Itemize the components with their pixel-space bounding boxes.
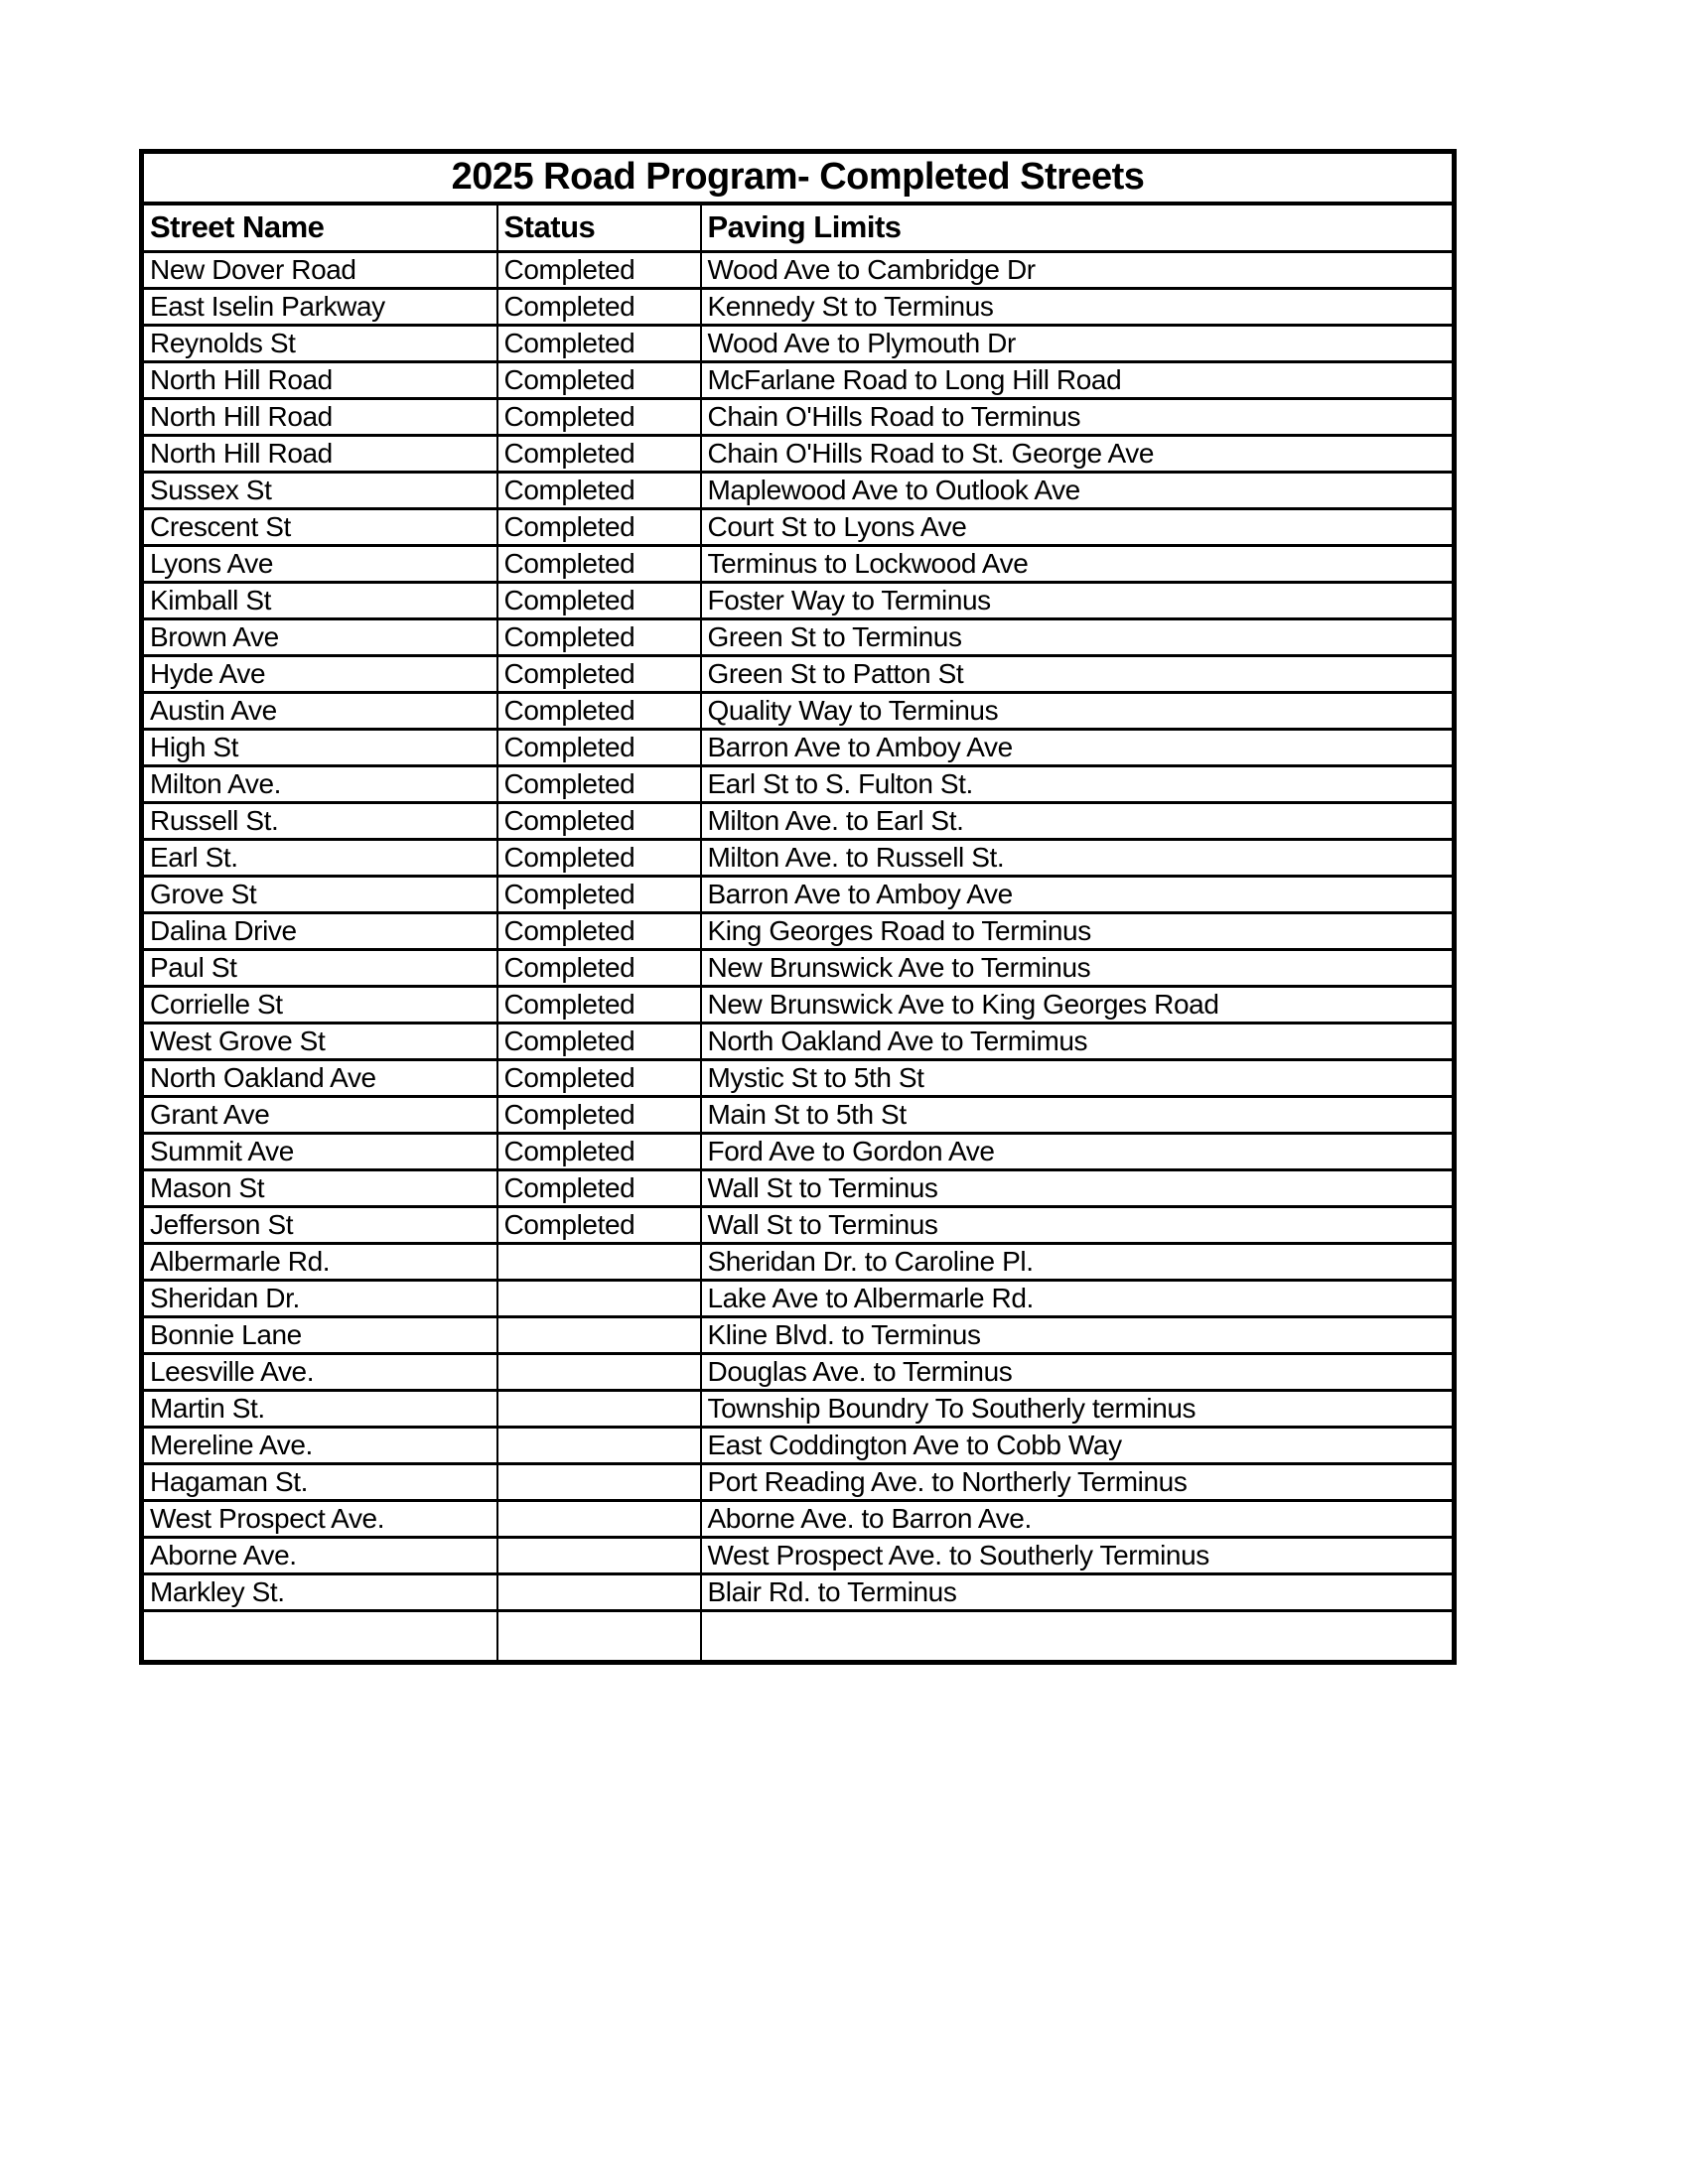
status-cell (497, 1244, 701, 1281)
paving-limits-cell: Green St to Patton St (701, 656, 1455, 693)
paving-limits-cell: Ford Ave to Gordon Ave (701, 1134, 1455, 1170)
street-name-cell: Martin St. (142, 1391, 497, 1428)
table-row (142, 1281, 1455, 1317)
table-row (142, 1170, 1455, 1207)
paving-limits-cell: Main St to 5th St (701, 1097, 1455, 1134)
street-name-cell: Hagaman St. (142, 1464, 497, 1501)
paving-limits-cell: Douglas Ave. to Terminus (701, 1354, 1455, 1391)
street-name-cell: Albermarle Rd. (142, 1244, 497, 1281)
status-cell: Completed (497, 473, 701, 509)
table-row (142, 840, 1455, 877)
status-cell: Completed (497, 1134, 701, 1170)
paving-limits-cell: McFarlane Road to Long Hill Road (701, 362, 1455, 399)
paving-limits-cell: East Coddington Ave to Cobb Way (701, 1428, 1455, 1464)
street-name-cell: Lyons Ave (142, 546, 497, 583)
table-row (142, 1428, 1455, 1464)
status-cell: Completed (497, 730, 701, 766)
street-name-cell: North Hill Road (142, 436, 497, 473)
street-name-cell: Mereline Ave. (142, 1428, 497, 1464)
table-title: 2025 Road Program- Completed Streets (142, 152, 1455, 204)
status-cell (497, 1317, 701, 1354)
street-name-cell: East Iselin Parkway (142, 289, 497, 326)
street-name-cell (142, 1611, 497, 1663)
status-cell: Completed (497, 913, 701, 950)
paving-limits-cell: Green St to Terminus (701, 619, 1455, 656)
paving-limits-cell: Milton Ave. to Russell St. (701, 840, 1455, 877)
paving-limits-cell: Barron Ave to Amboy Ave (701, 877, 1455, 913)
status-cell: Completed (497, 289, 701, 326)
status-cell: Completed (497, 1207, 701, 1244)
status-cell: Completed (497, 326, 701, 362)
status-cell (497, 1391, 701, 1428)
status-cell (497, 1501, 701, 1538)
street-name-cell: Bonnie Lane (142, 1317, 497, 1354)
paving-limits-cell: Foster Way to Terminus (701, 583, 1455, 619)
status-cell: Completed (497, 362, 701, 399)
street-name-cell: Leesville Ave. (142, 1354, 497, 1391)
table-row (142, 289, 1455, 326)
status-cell: Completed (497, 803, 701, 840)
table-row (142, 877, 1455, 913)
street-name-cell: Dalina Drive (142, 913, 497, 950)
table-row (142, 693, 1455, 730)
paving-limits-cell: Aborne Ave. to Barron Ave. (701, 1501, 1455, 1538)
street-name-cell: Summit Ave (142, 1134, 497, 1170)
status-cell: Completed (497, 619, 701, 656)
paving-limits-cell: Earl St to S. Fulton St. (701, 766, 1455, 803)
table-row (142, 362, 1455, 399)
table-row (142, 730, 1455, 766)
street-name-cell: Russell St. (142, 803, 497, 840)
street-name-cell: New Dover Road (142, 252, 497, 289)
table-row (142, 1317, 1455, 1354)
street-name-cell: North Oakland Ave (142, 1060, 497, 1097)
paving-limits-cell: Wall St to Terminus (701, 1207, 1455, 1244)
status-cell: Completed (497, 1170, 701, 1207)
table-row (142, 1207, 1455, 1244)
status-cell: Completed (497, 840, 701, 877)
paving-limits-cell: Court St to Lyons Ave (701, 509, 1455, 546)
table-row (142, 509, 1455, 546)
table-row (142, 987, 1455, 1024)
table-row (142, 546, 1455, 583)
street-name-cell: Earl St. (142, 840, 497, 877)
table-row (142, 913, 1455, 950)
table-row (142, 1244, 1455, 1281)
header-row (142, 204, 1455, 252)
table-row (142, 803, 1455, 840)
table-row (142, 766, 1455, 803)
table-row (142, 1060, 1455, 1097)
paving-limits-cell: Chain O'Hills Road to St. George Ave (701, 436, 1455, 473)
table-row (142, 656, 1455, 693)
status-cell: Completed (497, 436, 701, 473)
status-cell: Completed (497, 546, 701, 583)
table-row (142, 326, 1455, 362)
table-row (142, 436, 1455, 473)
street-name-cell: Kimball St (142, 583, 497, 619)
paving-limits-cell: Township Boundry To Southerly terminus (701, 1391, 1455, 1428)
street-name-cell: Austin Ave (142, 693, 497, 730)
street-name-cell: North Hill Road (142, 399, 497, 436)
table-row (142, 1097, 1455, 1134)
status-cell (497, 1464, 701, 1501)
table-row (142, 583, 1455, 619)
column-header-street-name: Street Name (142, 204, 497, 252)
table-row (142, 1538, 1455, 1574)
paving-limits-cell: Mystic St to 5th St (701, 1060, 1455, 1097)
street-name-cell: Aborne Ave. (142, 1538, 497, 1574)
paving-limits-cell: King Georges Road to Terminus (701, 913, 1455, 950)
paving-limits-cell: Terminus to Lockwood Ave (701, 546, 1455, 583)
status-cell: Completed (497, 987, 701, 1024)
paving-limits-cell: Port Reading Ave. to Northerly Terminus (701, 1464, 1455, 1501)
street-name-cell: Markley St. (142, 1574, 497, 1611)
status-cell: Completed (497, 693, 701, 730)
street-name-cell: Brown Ave (142, 619, 497, 656)
status-cell: Completed (497, 583, 701, 619)
status-cell: Completed (497, 1024, 701, 1060)
table-row (142, 473, 1455, 509)
status-cell (497, 1611, 701, 1663)
paving-limits-cell: West Prospect Ave. to Southerly Terminus (701, 1538, 1455, 1574)
street-name-cell: North Hill Road (142, 362, 497, 399)
status-cell: Completed (497, 950, 701, 987)
table-row (142, 1024, 1455, 1060)
table-row (142, 1354, 1455, 1391)
status-cell: Completed (497, 399, 701, 436)
paving-limits-cell: Wall St to Terminus (701, 1170, 1455, 1207)
street-name-cell: Corrielle St (142, 987, 497, 1024)
street-name-cell: Crescent St (142, 509, 497, 546)
paving-limits-cell: Milton Ave. to Earl St. (701, 803, 1455, 840)
status-cell (497, 1538, 701, 1574)
status-cell: Completed (497, 656, 701, 693)
table-row (142, 950, 1455, 987)
column-header-status: Status (497, 204, 701, 252)
title-row (142, 152, 1455, 204)
paving-limits-cell: Wood Ave to Cambridge Dr (701, 252, 1455, 289)
table-row (142, 1574, 1455, 1611)
status-cell (497, 1428, 701, 1464)
street-name-cell: High St (142, 730, 497, 766)
paving-limits-cell: Sheridan Dr. to Caroline Pl. (701, 1244, 1455, 1281)
status-cell (497, 1574, 701, 1611)
paving-limits-cell: Barron Ave to Amboy Ave (701, 730, 1455, 766)
paving-limits-cell: Chain O'Hills Road to Terminus (701, 399, 1455, 436)
paving-limits-cell: Quality Way to Terminus (701, 693, 1455, 730)
status-cell (497, 1354, 701, 1391)
status-cell (497, 1281, 701, 1317)
table-body (142, 252, 1455, 1663)
street-name-cell: Jefferson St (142, 1207, 497, 1244)
street-name-cell: Mason St (142, 1170, 497, 1207)
paving-limits-cell: Maplewood Ave to Outlook Ave (701, 473, 1455, 509)
table-row (142, 1391, 1455, 1428)
street-name-cell: West Prospect Ave. (142, 1501, 497, 1538)
paving-limits-cell: New Brunswick Ave to Terminus (701, 950, 1455, 987)
paving-limits-cell: Lake Ave to Albermarle Rd. (701, 1281, 1455, 1317)
table-head (142, 152, 1455, 252)
table-row (142, 252, 1455, 289)
street-name-cell: Paul St (142, 950, 497, 987)
street-name-cell: Sheridan Dr. (142, 1281, 497, 1317)
table-row (142, 619, 1455, 656)
paving-limits-cell (701, 1611, 1455, 1663)
street-name-cell: Hyde Ave (142, 656, 497, 693)
status-cell: Completed (497, 1060, 701, 1097)
paving-limits-cell: New Brunswick Ave to King Georges Road (701, 987, 1455, 1024)
status-cell: Completed (497, 1097, 701, 1134)
table-row (142, 1464, 1455, 1501)
table-row (142, 399, 1455, 436)
table-row (142, 1134, 1455, 1170)
paving-limits-cell: Wood Ave to Plymouth Dr (701, 326, 1455, 362)
table-row (142, 1501, 1455, 1538)
street-name-cell: Grant Ave (142, 1097, 497, 1134)
paving-limits-cell: Blair Rd. to Terminus (701, 1574, 1455, 1611)
paving-limits-cell: North Oakland Ave to Termimus (701, 1024, 1455, 1060)
status-cell: Completed (497, 509, 701, 546)
empty-row (142, 1611, 1455, 1663)
paving-limits-cell: Kennedy St to Terminus (701, 289, 1455, 326)
street-name-cell: Reynolds St (142, 326, 497, 362)
street-name-cell: Milton Ave. (142, 766, 497, 803)
road-program-table (139, 149, 1457, 1665)
street-name-cell: Sussex St (142, 473, 497, 509)
street-name-cell: Grove St (142, 877, 497, 913)
column-header-paving-limits: Paving Limits (701, 204, 1455, 252)
status-cell: Completed (497, 877, 701, 913)
status-cell: Completed (497, 252, 701, 289)
street-name-cell: West Grove St (142, 1024, 497, 1060)
status-cell: Completed (497, 766, 701, 803)
paving-limits-cell: Kline Blvd. to Terminus (701, 1317, 1455, 1354)
